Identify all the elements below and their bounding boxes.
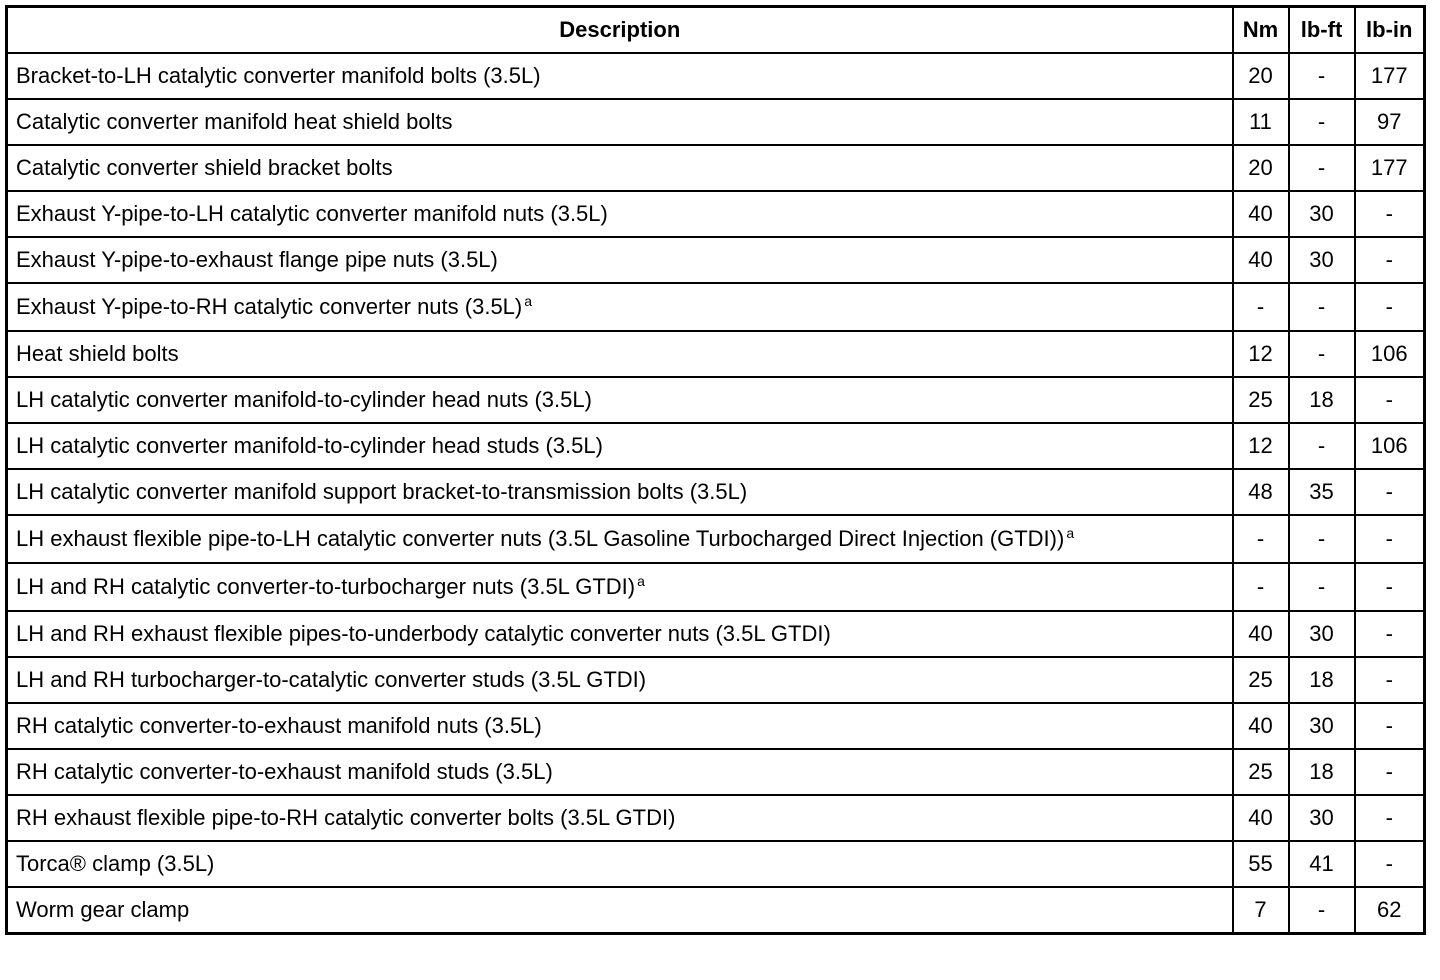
table-row xyxy=(7,423,1425,469)
nm-cell: 55 xyxy=(1233,841,1289,887)
lbin-cell: - xyxy=(1355,657,1425,703)
table-row xyxy=(7,703,1425,749)
column-header-lbin: lb-in xyxy=(1355,7,1425,54)
description-text: LH catalytic converter manifold support bracket-to-transmission bolts (3.5L) xyxy=(16,479,748,504)
nm-cell: 25 xyxy=(1233,657,1289,703)
lbft-cell: 30 xyxy=(1289,237,1355,283)
description-cell xyxy=(7,145,1233,191)
description-cell xyxy=(7,53,1233,99)
description-cell xyxy=(7,283,1233,331)
nm-cell: 20 xyxy=(1233,53,1289,99)
description-cell xyxy=(7,887,1233,934)
lbft-cell: 41 xyxy=(1289,841,1355,887)
table-row xyxy=(7,611,1425,657)
description-text: Catalytic converter manifold heat shield bolts xyxy=(16,109,453,134)
lbft-cell: 18 xyxy=(1289,657,1355,703)
lbin-cell: - xyxy=(1355,563,1425,611)
description-text: LH exhaust flexible pipe-to-LH catalytic converter nuts (3.5L Gasoline Turbocharged Direct Injection (GTDI)) xyxy=(16,526,1065,551)
nm-cell: 11 xyxy=(1233,99,1289,145)
nm-cell: 20 xyxy=(1233,145,1289,191)
description-cell xyxy=(7,515,1233,563)
description-text: RH exhaust flexible pipe-to-RH catalytic converter bolts (3.5L GTDI) xyxy=(16,805,676,830)
lbft-cell: 30 xyxy=(1289,795,1355,841)
description-cell xyxy=(7,99,1233,145)
lbin-cell: 177 xyxy=(1355,145,1425,191)
lbft-cell: - xyxy=(1289,283,1355,331)
nm-cell: 12 xyxy=(1233,331,1289,377)
table-row xyxy=(7,795,1425,841)
description-text: RH catalytic converter-to-exhaust manifold studs (3.5L) xyxy=(16,759,553,784)
description-cell xyxy=(7,331,1233,377)
table-row xyxy=(7,469,1425,515)
lbin-cell: - xyxy=(1355,795,1425,841)
lbin-cell: - xyxy=(1355,749,1425,795)
lbft-cell: 35 xyxy=(1289,469,1355,515)
lbft-cell: - xyxy=(1289,423,1355,469)
nm-cell: 48 xyxy=(1233,469,1289,515)
table-row xyxy=(7,283,1425,331)
lbft-cell: 30 xyxy=(1289,191,1355,237)
nm-cell: 40 xyxy=(1233,703,1289,749)
description-text: Torca® clamp (3.5L) xyxy=(16,851,215,876)
lbin-cell: 97 xyxy=(1355,99,1425,145)
lbin-cell: - xyxy=(1355,377,1425,423)
table-row xyxy=(7,563,1425,611)
lbft-cell: - xyxy=(1289,99,1355,145)
description-text: RH catalytic converter-to-exhaust manifold nuts (3.5L) xyxy=(16,713,542,738)
column-header-nm: Nm xyxy=(1233,7,1289,54)
nm-cell: - xyxy=(1233,563,1289,611)
table-row xyxy=(7,53,1425,99)
description-cell xyxy=(7,191,1233,237)
lbft-cell: 30 xyxy=(1289,703,1355,749)
description-text: LH catalytic converter manifold-to-cylinder head nuts (3.5L) xyxy=(16,387,592,412)
description-cell xyxy=(7,657,1233,703)
lbin-cell: - xyxy=(1355,515,1425,563)
description-text: Exhaust Y-pipe-to-RH catalytic converter nuts (3.5L) xyxy=(16,294,523,319)
lbft-cell: 18 xyxy=(1289,377,1355,423)
footnote-marker: a xyxy=(1066,525,1075,541)
description-cell xyxy=(7,841,1233,887)
description-cell xyxy=(7,469,1233,515)
description-cell xyxy=(7,377,1233,423)
torque-spec-table xyxy=(5,5,1426,935)
lbft-cell: - xyxy=(1289,331,1355,377)
description-cell xyxy=(7,703,1233,749)
table-row xyxy=(7,749,1425,795)
nm-cell: 40 xyxy=(1233,611,1289,657)
description-cell xyxy=(7,611,1233,657)
description-text: Exhaust Y-pipe-to-exhaust flange pipe nuts (3.5L) xyxy=(16,247,498,272)
table-row xyxy=(7,99,1425,145)
nm-cell: 25 xyxy=(1233,749,1289,795)
table-row xyxy=(7,657,1425,703)
table-row xyxy=(7,191,1425,237)
table-row xyxy=(7,237,1425,283)
lbft-cell: 30 xyxy=(1289,611,1355,657)
description-cell xyxy=(7,423,1233,469)
description-text: Catalytic converter shield bracket bolts xyxy=(16,155,393,180)
description-text: LH and RH turbocharger-to-catalytic converter studs (3.5L GTDI) xyxy=(16,667,647,692)
description-text: Bracket-to-LH catalytic converter manifold bolts (3.5L) xyxy=(16,63,541,88)
nm-cell: - xyxy=(1233,515,1289,563)
footnote-marker: a xyxy=(524,293,533,309)
lbft-cell: - xyxy=(1289,515,1355,563)
lbin-cell: - xyxy=(1355,611,1425,657)
table-row xyxy=(7,887,1425,934)
lbin-cell: - xyxy=(1355,237,1425,283)
nm-cell: 12 xyxy=(1233,423,1289,469)
lbft-cell: - xyxy=(1289,887,1355,934)
lbin-cell: 62 xyxy=(1355,887,1425,934)
lbin-cell: - xyxy=(1355,703,1425,749)
lbin-cell: - xyxy=(1355,841,1425,887)
table-row xyxy=(7,331,1425,377)
lbft-cell: - xyxy=(1289,563,1355,611)
nm-cell: 25 xyxy=(1233,377,1289,423)
table-row xyxy=(7,145,1425,191)
description-text: Heat shield bolts xyxy=(16,341,179,366)
description-text: Worm gear clamp xyxy=(16,897,190,922)
description-cell xyxy=(7,563,1233,611)
lbft-cell: 18 xyxy=(1289,749,1355,795)
footnote-marker: a xyxy=(637,573,645,589)
nm-cell: 40 xyxy=(1233,237,1289,283)
description-text: LH catalytic converter manifold-to-cylinder head studs (3.5L) xyxy=(16,433,603,458)
table-row xyxy=(7,377,1425,423)
column-header-description: Description xyxy=(7,7,1233,54)
nm-cell: - xyxy=(1233,283,1289,331)
description-cell xyxy=(7,237,1233,283)
table-header-row xyxy=(7,7,1425,54)
description-text: LH and RH exhaust flexible pipes-to-underbody catalytic converter nuts (3.5L GTDI) xyxy=(16,621,831,646)
lbin-cell: - xyxy=(1355,191,1425,237)
lbin-cell: - xyxy=(1355,469,1425,515)
lbft-cell: - xyxy=(1289,53,1355,99)
table-body xyxy=(7,53,1425,934)
lbin-cell: 106 xyxy=(1355,331,1425,377)
nm-cell: 40 xyxy=(1233,191,1289,237)
table-row xyxy=(7,515,1425,563)
lbin-cell: 177 xyxy=(1355,53,1425,99)
lbft-cell: - xyxy=(1289,145,1355,191)
lbin-cell: - xyxy=(1355,283,1425,331)
description-text: LH and RH catalytic converter-to-turbocharger nuts (3.5L GTDI) xyxy=(16,574,636,599)
description-text: Exhaust Y-pipe-to-LH catalytic converter manifold nuts (3.5L) xyxy=(16,201,608,226)
lbin-cell: 106 xyxy=(1355,423,1425,469)
nm-cell: 40 xyxy=(1233,795,1289,841)
table-row xyxy=(7,841,1425,887)
description-cell xyxy=(7,795,1233,841)
column-header-lbft: lb-ft xyxy=(1289,7,1355,54)
nm-cell: 7 xyxy=(1233,887,1289,934)
description-cell xyxy=(7,749,1233,795)
